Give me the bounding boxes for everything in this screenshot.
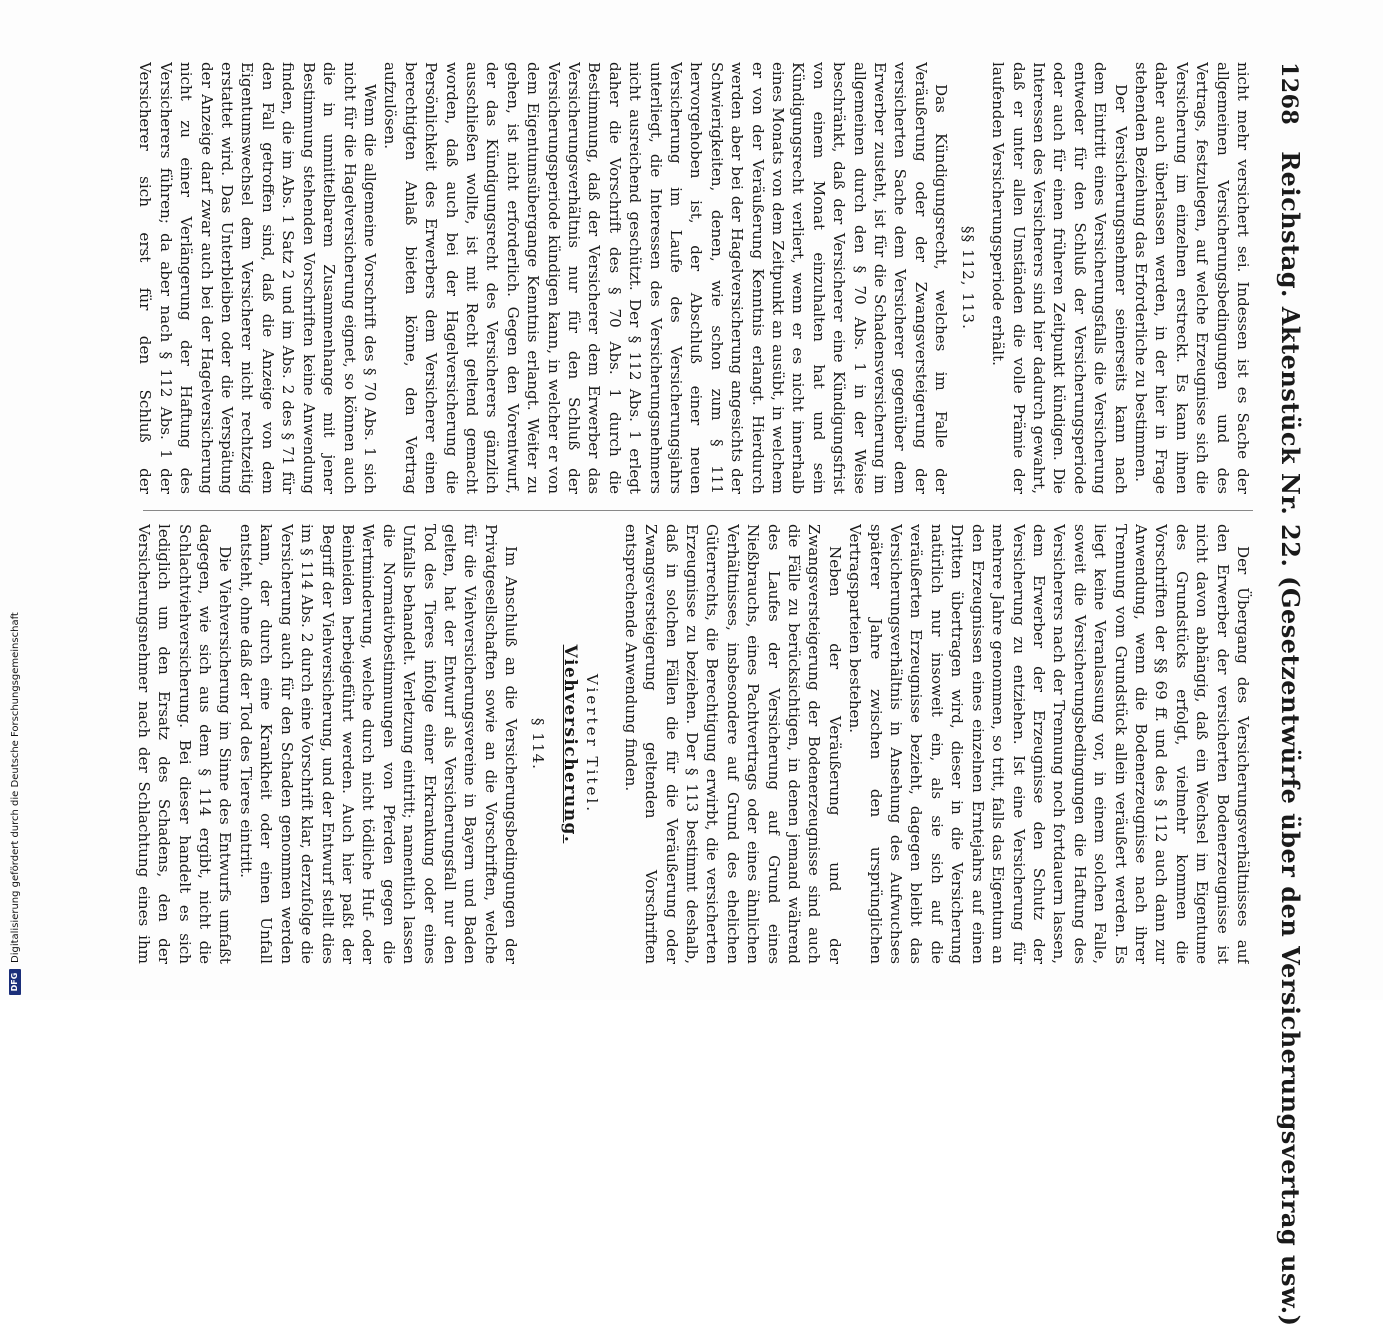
section-heading: § 114. [528, 718, 547, 770]
paragraph: Im Anschluß an die Versicherungsbedingungen der Privatgesellschaften sowie an die Vorschriften, welche für die Viehversicherungsvereine in Bayern und Baden gelten, hat der Entwurf als Versicherungsfall nur den Tod des Tieres infolge einer Erkrankung oder eines Unfalls behandelt. Verletzung eintritt; namentlich lassen die Normativbestimmungen von Pferden gegen die Wertminderung, welche durch nicht tödliche Huf- oder Beinleiden herbeigeführt werden. Auch hier paßt der Begriff der Viehversicherung, und der Entwurf stellt dies im § 114 Abs. 2 durch eine Vorschrift klar, derzufolge die Versicherung auch für den Schaden genommen werden kann, der durch eine Krankheit oder einen Unfall entsteht, ohne daß der Tod des Tieres eintritt. [236, 524, 521, 964]
paragraph: Das Kündigungsrecht, welches im Falle der Veräußerung oder der Zwangsversteigerung der versicherten Sache dem Versicherer gegenüber dem Erwerber zusteht, ist für die Schadensversicherung im allgemeinen durch den § 70 Abs. 1 in der Weise beschränkt, daß der Versicherer eine Kündigungsfrist von einem Monat einzuhalten hat und sein Kündigungsrecht verliert, wenn er es nicht innerhalb eines Monats von dem Zeitpunkt an ausübt, in welchem er von der Veräußerung Kenntnis erlangt. Hierdurch werden aber bei der Hagelversicherung angesichts der Schwierigkeiten, denen, wie schon zum § 111 hervorgehoben ist, der Abschluß einer neuen Versicherung im Laufe des Versicherungsjahrs unterliegt, die Interessen des Versicherungsnehmers nicht ausreichend geschützt. Der § 112 Abs. 1 erlegt daher die Vorschrift des § 70 Abs. 1 durch die Bestimmung, daß der Versicherer dem Erwerber das Versicherungsverhältnis nur für den Schluß der Versicherungsperiode kündigen kann, in welcher er von dem Eigentumsübergange Kenntnis erlangt. Weiter zu gehen, ist nicht erforderlich. Gegen den Vorentwurf, der das Kündigungsrecht des Versicherers gänzlich ausschließen wollte, ist mit Recht geltend gemacht worden, daß auch bei der Hagelversicherung die Persönlichkeit des Erwerbers dem Versicherer einen berechtigten Anlaß bieten könne, den Vertrag aufzulösen. [381, 62, 951, 494]
page-number: 1268 [1276, 62, 1302, 126]
column-divider [143, 510, 1253, 511]
paragraph: nicht mehr versichert sei. Indessen ist es Sache der allgemeinen Versicherungsbedingungen und des Vertrags, festzulegen, auf welche Erzeugnisse sich die Versicherung im einzelnen erstreckt. Es kann ihnen daher auch überlassen werden, in der hier in Frage stehenden Beziehung das Erforderliche zu bestimmen. [1131, 62, 1252, 494]
paragraph: Die Viehversicherung im Sinne des Entwurfs umfaßt dagegen, wie sich aus dem § 114 ergibt, nicht die Schlachtviehversicherung. Bei dieser handelt es sich lediglich um den Ersatz des Schadens, den der Versicherungsnehmer nach der Schlachtung eines ihm [134, 524, 235, 964]
rotated-page-content [95, 62, 1305, 1326]
paragraph: Der Versicherungsnehmer seinerseits kann nach dem Eintritt eines Versicherungsfalls die Versicherung entweder für den Schluß der Versicherungsperiode oder auch für einen früheren Zeitpunkt kündigen. Die Interessen des Versicherers sind hier dadurch gewahrt, daß er unter allen Umständen die volle Prämie der laufenden Versicherungsperiode erhält. [989, 62, 1130, 494]
chapter-label: Vierter Titel. [583, 673, 602, 815]
chapter-title: Viehversicherung. [560, 644, 580, 844]
running-title: Reichstag. Aktenstück Nr. 22. (Gesetzentwürfe über den Versicherungsvertrag usw.) [1276, 151, 1305, 1326]
section-heading: §§ 112, 113. [958, 226, 977, 330]
paragraph: Der Übergang des Versicherungsverhältnisses auf den Erwerber der versicherten Bodenerzeugnisse ist nicht davon abhängig, daß ein Wechsel im Eigentume des Grundstücks erfolgt, vielmehr kommen die Vorschriften der §§ 69 ff. und des § 112 auch dann zur Anwendung, wenn die Bodenerzeugnisse nach ihrer Trennung vom Grundstück allein veräußert werden. Es liegt keine Veranlassung vor, in einem solchen Falle, soweit die Versicherungsbedingungen die Haftung des Versicherers nach der Trennung noch fortdauern lassen, dem Erwerber der Erzeugnisse den Schutz der Versicherung zu entziehen. Ist eine Versicherung für mehrere Jahre genommen, so tritt, falls das Eigentum an den Erzeugnissen eines einzelnen Erntejahrs auf einen Dritten übertragen wird, dieser in die Versicherung natürlich nur insoweit ein, als sie sich auf die veräußerten Erzeugnisse bezieht, dagegen bleibt das Versicherungsverhältnis in Ansehung des Aufwuchses späterer Jahre zwischen den ursprünglichen Vertragsparteien bestehen. [846, 524, 1252, 964]
dfg-logo: DFG [9, 969, 21, 995]
paragraph: Neben der Veräußerung und der Zwangsversteigerung der Bodenerzeugnisse sind auch die Fälle zu berücksichtigen, in denen jemand während des Laufes der Versicherung auf Grund eines Nießbrauchs, eines Pachtvertrags oder eines ähnlichen Verhältnisses, insbesondere auf Grund des ehelichen Güterrechts, die Berechtigung erwirbt, die versicherten Erzeugnisse zu beziehen. Der § 113 bestimmt deshalb, daß in solchen Fällen die für die Veräußerung oder Zwangsversteigerung geltenden Vorschriften entsprechende Anwendung finden. [621, 524, 844, 964]
left-column [133, 62, 1253, 494]
digitization-credit [9, 395, 21, 995]
page-header [1265, 62, 1305, 1326]
right-column [133, 524, 1253, 964]
credit-text: Digitalisierung gefördert durch die Deutsche Forschungsgemeinschaft [9, 612, 21, 963]
paragraph: Wenn die allgemeine Vorschrift des § 70 Abs. 1 sich nicht für die Hagelversicherung eignet, so können auch die in unmittelbarem Zusammenhange mit jener Bestimmung stehenden Vorschriften keine Anwendung finden, die im Abs. 1 Satz 2 und im Abs. 2 des § 71 für den Fall getroffen sind, daß die Anzeige von dem Eigentumswechsel dem Versicherer nicht rechtzeitig erstattet wird. Das Unterbleiben oder die Verspätung der Anzeige darf zwar auch bei der Hagelversicherung nicht zu einer Verlängerung der Haftung des Versicherers führen; da aber nach § 112 Abs. 1 der Versicherer sich erst für den Schluß der [136, 62, 379, 494]
